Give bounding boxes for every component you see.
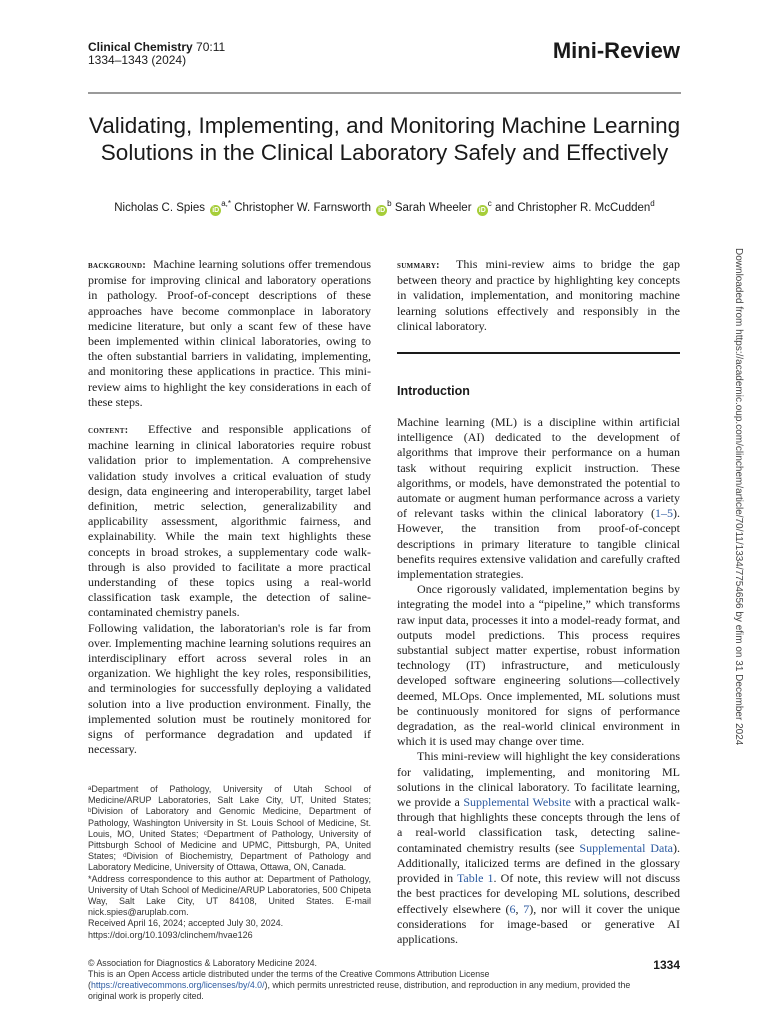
- abstract-summary: [397, 257, 680, 334]
- intro-paragraph: This mini-review will highlight the key considerations for validating, implementing, and monitoring ML solutions in the clinical laboratory. To facilitate learning, we provide a Supplemental Website with a practical walk-through that highlights these concepts through the lens of a real-world classification task, detecting saline-contaminated chemistry results (see Supplemental Data). Additionally, italicized terms are defined in the glossary provided in Table 1. Of note, this review will not discuss the best practices for developing ML solutions, described effectively elsewhere (6, 7), nor will it cover the unique considerations for image-based or generative AI applications.: [397, 749, 681, 946]
- abstract-content: [88, 422, 371, 621]
- background-text: Machine learning solutions offer tremendous promise for improving clinical and laboratory operations in pathology. Proof-of-concept descriptions of these approaches have become commonplace in laboratory medicine literature, but only a scant few of these have been implemented within clinical laboratories, owing to the often substantial barriers in validating, implementing, and monitoring these applications in practice. This mini-review aims to highlight the key considerations in each of these steps.: [88, 257, 372, 409]
- author-name: Nicholas C. Spies: [114, 201, 205, 214]
- license-footer: [88, 958, 638, 1002]
- license-link[interactable]: https://creativecommons.org/licenses/by/4.0/: [90, 980, 265, 990]
- affiliations-text: ᵃDepartment of Pathology, University of Utah School of Medicine/ARUP Laboratories, Salt Lake City, UT, United States; ᵇDivision of Laboratory and Genomic Medicine, Department of Pathology, Washington University in St. Louis School of Medicine, St. Louis, MO, United States; ᶜDepartment of Pathology, University of Pittsburgh School of Medicine and UPMC, Pittsburgh, PA, United States; ᵈDivision of Biochemistry, Department of Pathology and Laboratory Medicine, University of Ottawa, Ottawa, ON, Canada.: [88, 784, 371, 873]
- journal-name: Clinical Chemistry: [88, 40, 193, 54]
- author-affil-sup: b: [387, 199, 392, 208]
- reference-link[interactable]: 7: [523, 901, 530, 916]
- author-affil-sup: d: [650, 199, 655, 208]
- volume-issue: 70:11: [192, 40, 226, 54]
- abstract-background: [88, 257, 371, 410]
- orcid-icon[interactable]: iD: [478, 206, 486, 214]
- abstract-divider: [397, 352, 680, 354]
- license-text: This is an Open Access article distributed under the terms of the Creative Commons Attribution License (https://creativecommons.org/licenses/by/4.0/), which permits unrestricted reuse, distribution, and reproduction in any medium, provided the original work is properly cited.: [88, 969, 631, 1001]
- received-dates: Received April 16, 2024; accepted July 30, 2024.: [88, 918, 284, 929]
- abstract-content-continued: Following validation, the laboratorian's role is far from over. Implementing machine learning solutions requires an interdisciplinary effort across several roles in an organization. We highlight the key roles, responsibilities, and terminologies for successfully deploying a validated solution into a live production environment. Finally, the implemented solution must be routinely monitored for signs of performance degradation and updated if necessary.: [88, 620, 371, 757]
- journal-citation: [88, 41, 225, 67]
- article-title: Validating, Implementing, and Monitoring Machine Learning Solutions in the Clinical Laboratory Safely and Effectively: [88, 113, 681, 165]
- summary-text: This mini-review aims to bridge the gap between theory and practice by highlighting key concepts in validation, implementation, and monitoring machine learning solutions effectively and responsibly in the clinical laboratory.: [397, 257, 680, 333]
- author-affil-sup: a,*: [221, 199, 231, 208]
- abstract-left-column: [88, 257, 371, 770]
- supplemental-data-link[interactable]: Supplemental Data: [579, 840, 674, 855]
- reference-link[interactable]: 1–5: [655, 506, 673, 521]
- correspondence-text: *Address correspondence to this author at: Department of Pathology, University of Utah School of Medicine/ARUP Laboratories, 500 Chipeta Way, Salt Lake City, UT 84108, United States. E-mail nick.spies@aruplab.com.: [88, 873, 371, 918]
- header-divider: [88, 92, 681, 94]
- page-number: 1334: [653, 958, 680, 972]
- intro-paragraph: Machine learning (ML) is a discipline within artificial intelligence (AI) dedicated to the development of algorithms that improve their performance on a human task without requiring explicit instruction. These algorithms, or models, have demonstrated the potential to automate or augment human performance across a variety of relevant tasks within the clinical laboratory (1–5). However, the transition from proof-of-concept descriptions in primary literature to tangible clinical benefits requires extensive validation and carefully crafted implementation strategies.: [397, 415, 680, 582]
- content-label: content:: [88, 425, 129, 437]
- supplemental-website-link[interactable]: Supplemental Website: [463, 795, 571, 810]
- affiliations-block: [88, 784, 371, 941]
- section-label: Mini-Review: [552, 38, 680, 63]
- download-stamp: [734, 248, 744, 1018]
- pages-year: 1334–1343 (2024): [88, 53, 187, 67]
- author-name: and Christopher R. McCudden: [494, 201, 651, 214]
- summary-label: summary:: [397, 260, 440, 271]
- download-stamp-text: Downloaded from https://academic.oup.com/clinchem/article/70/11/1334/7754656 by efim on 31 December 2024: [733, 248, 744, 746]
- content-text: Effective and responsible applications of machine learning in clinical laboratories require robust validation prior to implementation. A comprehensive validation study involves a critical evaluation of study design, data engineering and interoperability, target label definition, metric selection, generalizability and applicability assessment, algorithmic fairness, and explainability. While the main text highlights these concepts in broad strokes, a supplementary code walk-through is also provided to facilitate a more practical understanding of these topics using a real-world classification task example, the detection of saline-contaminated chemistry panels.: [88, 422, 371, 620]
- introduction-body: [397, 415, 680, 947]
- author-affil-sup: c: [487, 199, 492, 208]
- author-name: Christopher W. Farnsworth: [234, 201, 371, 214]
- background-label: background:: [88, 260, 146, 271]
- orcid-icon[interactable]: iD: [212, 206, 220, 214]
- copyright-text: © Association for Diagnostics & Laboratory Medicine 2024.: [88, 958, 317, 968]
- table-1-link[interactable]: Table 1: [456, 871, 494, 886]
- reference-link[interactable]: 6: [509, 901, 516, 916]
- intro-paragraph: Once rigorously validated, implementation begins by integrating the model into a “pipeline,” which transforms raw input data, processes it into a model-ready format, and outputs model predictions. This process requires substantial subject matter expertise, robust information technology (IT) infrastructure, and meticulously developed software engineering solutions—collectively deemed, MLOps. Once implemented, ML solutions must be continuously monitored for signs of performance degradation, as the real-world clinical environment in which it is used may change over time.: [397, 582, 680, 749]
- author-list: [88, 199, 681, 216]
- introduction-heading: Introduction: [397, 384, 470, 398]
- orcid-icon[interactable]: iD: [378, 206, 386, 214]
- author-name: Sarah Wheeler: [394, 201, 472, 214]
- doi-link[interactable]: https://doi.org/10.1093/clinchem/hvae126: [88, 929, 253, 940]
